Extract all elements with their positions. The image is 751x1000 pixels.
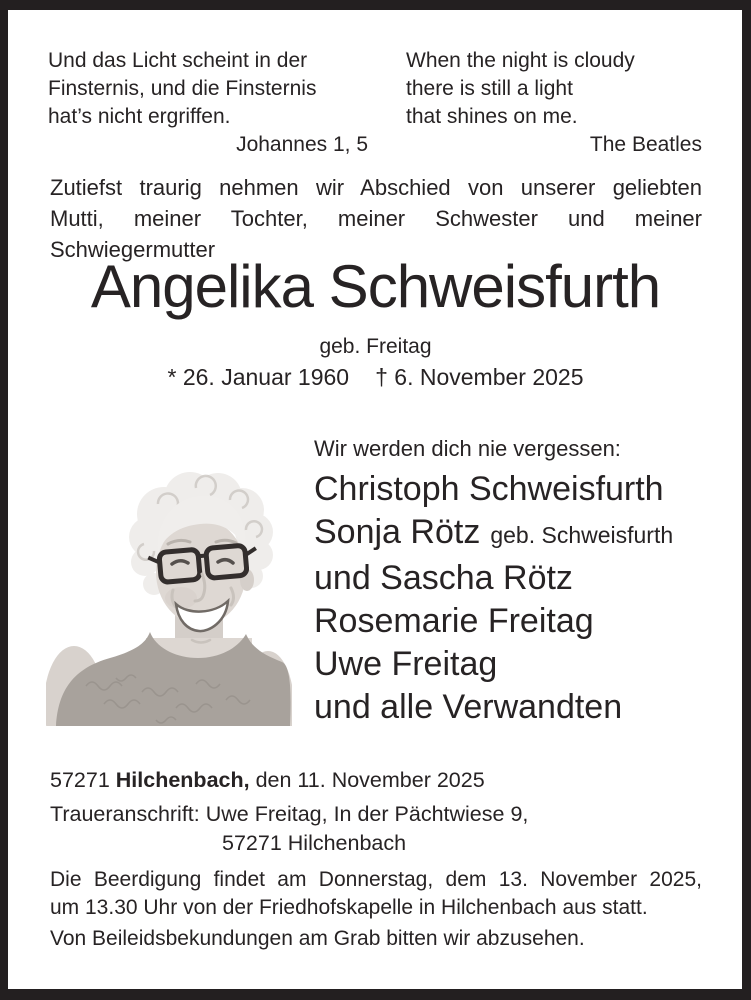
mourner-name-note: geb. Schweisfurth xyxy=(490,522,674,548)
date-text: den 11. November 2025 xyxy=(255,768,485,792)
mourner-name: und Sascha Rötz xyxy=(314,559,573,597)
mourner-name: Christoph Schweisfurth xyxy=(314,470,664,508)
quotes-section xyxy=(48,47,702,159)
condolence-note: Von Beileidsbekundungen am Grab bitten wir abzusehen. xyxy=(50,927,585,950)
postal-code: 57271 xyxy=(50,768,110,792)
quote-english xyxy=(406,47,702,159)
mourning-address-line2: 57271 Hilchenbach xyxy=(222,831,407,855)
mourner-row xyxy=(314,686,714,729)
intro-line: Mutti, meiner Tochter, meiner Schwester und meiner xyxy=(50,206,702,231)
quote-line: Und das Licht scheint in der xyxy=(48,49,308,72)
quote-line: that shines on me. xyxy=(406,105,578,128)
place-date-line xyxy=(50,766,485,794)
mourner-name: und alle Verwandten xyxy=(314,688,623,726)
mourner-row xyxy=(314,600,714,643)
birth-date: * 26. Januar 1960 xyxy=(167,364,350,390)
funeral-info xyxy=(50,866,702,922)
quote-attribution: The Beatles xyxy=(589,133,702,156)
quote-attribution: Johannes 1, 5 xyxy=(236,133,368,156)
intro-line: Zutiefst traurig nehmen wir Abschied von unserer geliebten xyxy=(50,175,702,200)
mourner-row xyxy=(314,468,714,511)
death-date: † 6. November 2025 xyxy=(375,364,584,390)
funeral-line: um 13.30 Uhr von der Friedhofskapelle in Hilchenbach aus statt. xyxy=(50,896,648,919)
portrait-photo xyxy=(46,452,292,726)
quote-line: there is still a light xyxy=(406,77,573,100)
portrait-illustration xyxy=(46,452,292,726)
mourner-row xyxy=(314,643,714,686)
mourner-name: Rosemarie Freitag xyxy=(314,602,594,640)
quote-line: Finsternis, und die Finsternis xyxy=(48,77,317,100)
mourning-address-line1: Traueranschrift: Uwe Freitag, In der Pächtwiese 9, xyxy=(50,802,529,826)
mourner-name: Sonja Rötz xyxy=(314,513,481,551)
farewell-heading: Wir werden dich nie vergessen: xyxy=(314,436,621,461)
maiden-name: geb. Freitag xyxy=(319,335,432,358)
quote-line: When the night is cloudy xyxy=(406,49,635,72)
mourners-list xyxy=(314,468,714,729)
quote-german xyxy=(48,47,368,159)
intro-line: Schwiegermutter xyxy=(50,237,216,262)
mourner-row xyxy=(314,557,714,600)
city-name: Hilchenbach, xyxy=(115,768,250,792)
mourner-name: Uwe Freitag xyxy=(314,645,498,683)
funeral-line: Die Beerdigung findet am Donnerstag, dem 13. November 2025, xyxy=(50,868,702,891)
deceased-name: Angelika Schweisfurth xyxy=(90,253,661,320)
quote-line: hat’s nicht ergriffen. xyxy=(48,105,231,128)
mourner-row xyxy=(314,511,714,557)
farewell-section xyxy=(314,436,714,729)
life-dates xyxy=(30,362,721,392)
